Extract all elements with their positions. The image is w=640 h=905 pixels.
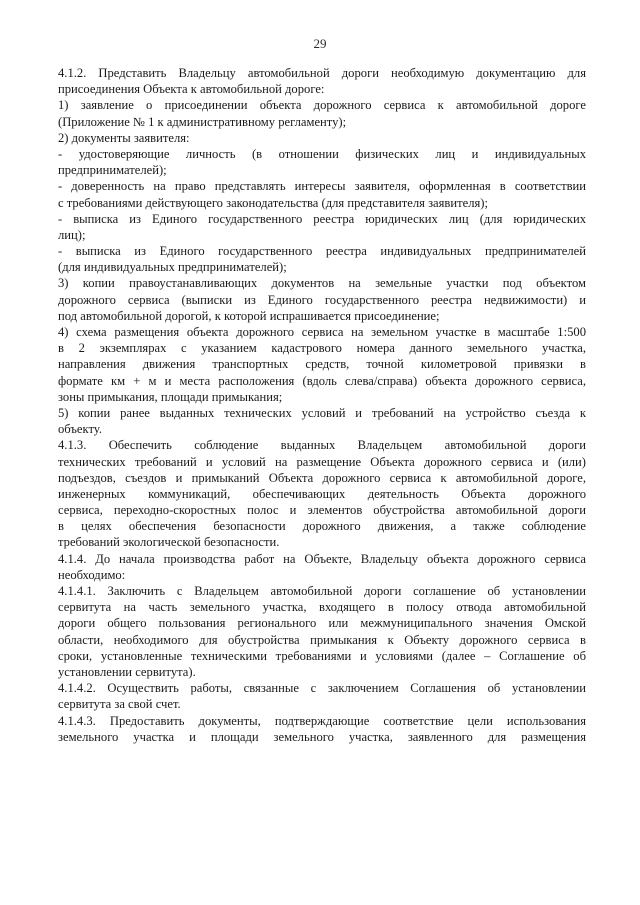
page-number: 29 — [313, 36, 327, 51]
text-line: 4.1.4. До начала производства работ на Объекте, Владельцу объекта дорожного сервиса — [58, 551, 586, 566]
text-line: инженерных коммуникаций, обеспечивающих деятельность Объекта дорожного — [58, 486, 586, 501]
text-line: сервиса, переходно-скоростных полос и элементов обустройства автомобильной дороги — [58, 503, 586, 518]
text-line: подъездов, съездов и примыканий Объекта дорожного сервиса к автомобильной дороге, — [58, 470, 586, 485]
text-line: 4.1.4.3. Предоставить документы, подтверждающие соответствие цели использования — [58, 713, 586, 728]
text-line: 2) документы заявителя: — [58, 130, 190, 145]
text-line: - удостоверяющие личность (в отношении физических лиц и индивидуальных — [58, 146, 586, 161]
text-line: технических требований и условий на размещение Объекта дорожного сервиса и (или) — [58, 454, 586, 469]
text-line: зоны примыкания, площади примыкания; — [58, 389, 283, 404]
text-line: сервитута за свой счет. — [58, 697, 181, 712]
text-line: 1) заявление о присоединении объекта дорожного сервиса к автомобильной дороге — [58, 98, 586, 113]
text-line: необходимо: — [58, 567, 126, 582]
text-line: 5) копии ранее выданных технических условий и требований на устройство съезда к — [58, 405, 586, 420]
text-line: дороги общего пользования регионального или межмуниципального значения Омской — [58, 616, 586, 631]
text-line: 4.1.4.2. Осуществить работы, связанные с заключением Соглашения об установлении — [58, 681, 586, 696]
text-line: сервитута на часть земельного участка, входящего в полосу отвода автомобильной — [58, 600, 586, 615]
text-line: - доверенность на право представлять интересы заявителя, оформленная в соответствии — [58, 179, 586, 194]
text-line: в целях обеспечения безопасности дорожного движения, а также соблюдение — [58, 519, 586, 534]
text-line: сроки, установленные техническими требованиями и условиями (далее – Соглашение об — [58, 648, 586, 663]
text-line: с требованиями действующего законодательства (для представителя заявителя); — [58, 195, 488, 210]
text-line: - выписка из Единого государственного реестра юридических лиц (для юридических — [58, 211, 586, 226]
text-line: 4.1.2. Представить Владельцу автомобильной дороги необходимую документацию для — [58, 66, 586, 80]
text-line: лиц); — [58, 227, 86, 242]
text-line: объекту. — [58, 422, 102, 437]
text-line: установлении сервитута). — [58, 664, 196, 679]
text-line: (Приложение № 1 к административному регламенту); — [58, 114, 347, 129]
text-line: в 2 экземплярах с указанием кадастрового номера данного земельного участка, — [58, 341, 586, 356]
document-body — [58, 65, 586, 745]
text-line: 4.1.4.1. Заключить с Владельцем автомобильной дороги соглашение об установлении — [58, 584, 586, 598]
text-line: области, необходимого для обустройства примыкания к Объекту дорожного сервиса в — [58, 632, 586, 647]
text-line: земельного участка и площади земельного участка, заявленного для размещения — [58, 729, 586, 744]
text-line: 4.1.3. Обеспечить соблюдение выданных Владельцем автомобильной дороги — [58, 438, 586, 453]
text-line: 3) копии правоустанавливающих документов на земельные участки под объектом — [58, 276, 586, 291]
text-line: присоединения Объекта к автомобильной дороге: — [58, 82, 325, 97]
text-line: предпринимателей); — [58, 163, 167, 178]
text-line: - выписка из Единого государственного реестра индивидуальных предпринимателей — [58, 244, 586, 259]
text-line: под автомобильной дорогой, к которой испрашивается присоединение; — [58, 308, 440, 323]
text-line: направления движения транспортных средств, точной километровой привязки в — [58, 357, 586, 372]
text-line: дорожного сервиса (выписки из Единого государственного реестра недвижимости) и — [58, 292, 586, 307]
text-line: (для индивидуальных предпринимателей); — [58, 260, 287, 275]
text-line: требований экологической безопасности. — [58, 535, 280, 550]
text-line: 4) схема размещения объекта дорожного сервиса на земельном участке в масштабе 1:500 — [58, 325, 586, 339]
text-line: формате км + м и места расположения (вдоль слева/справа) объекта дорожного сервиса, — [58, 373, 586, 388]
